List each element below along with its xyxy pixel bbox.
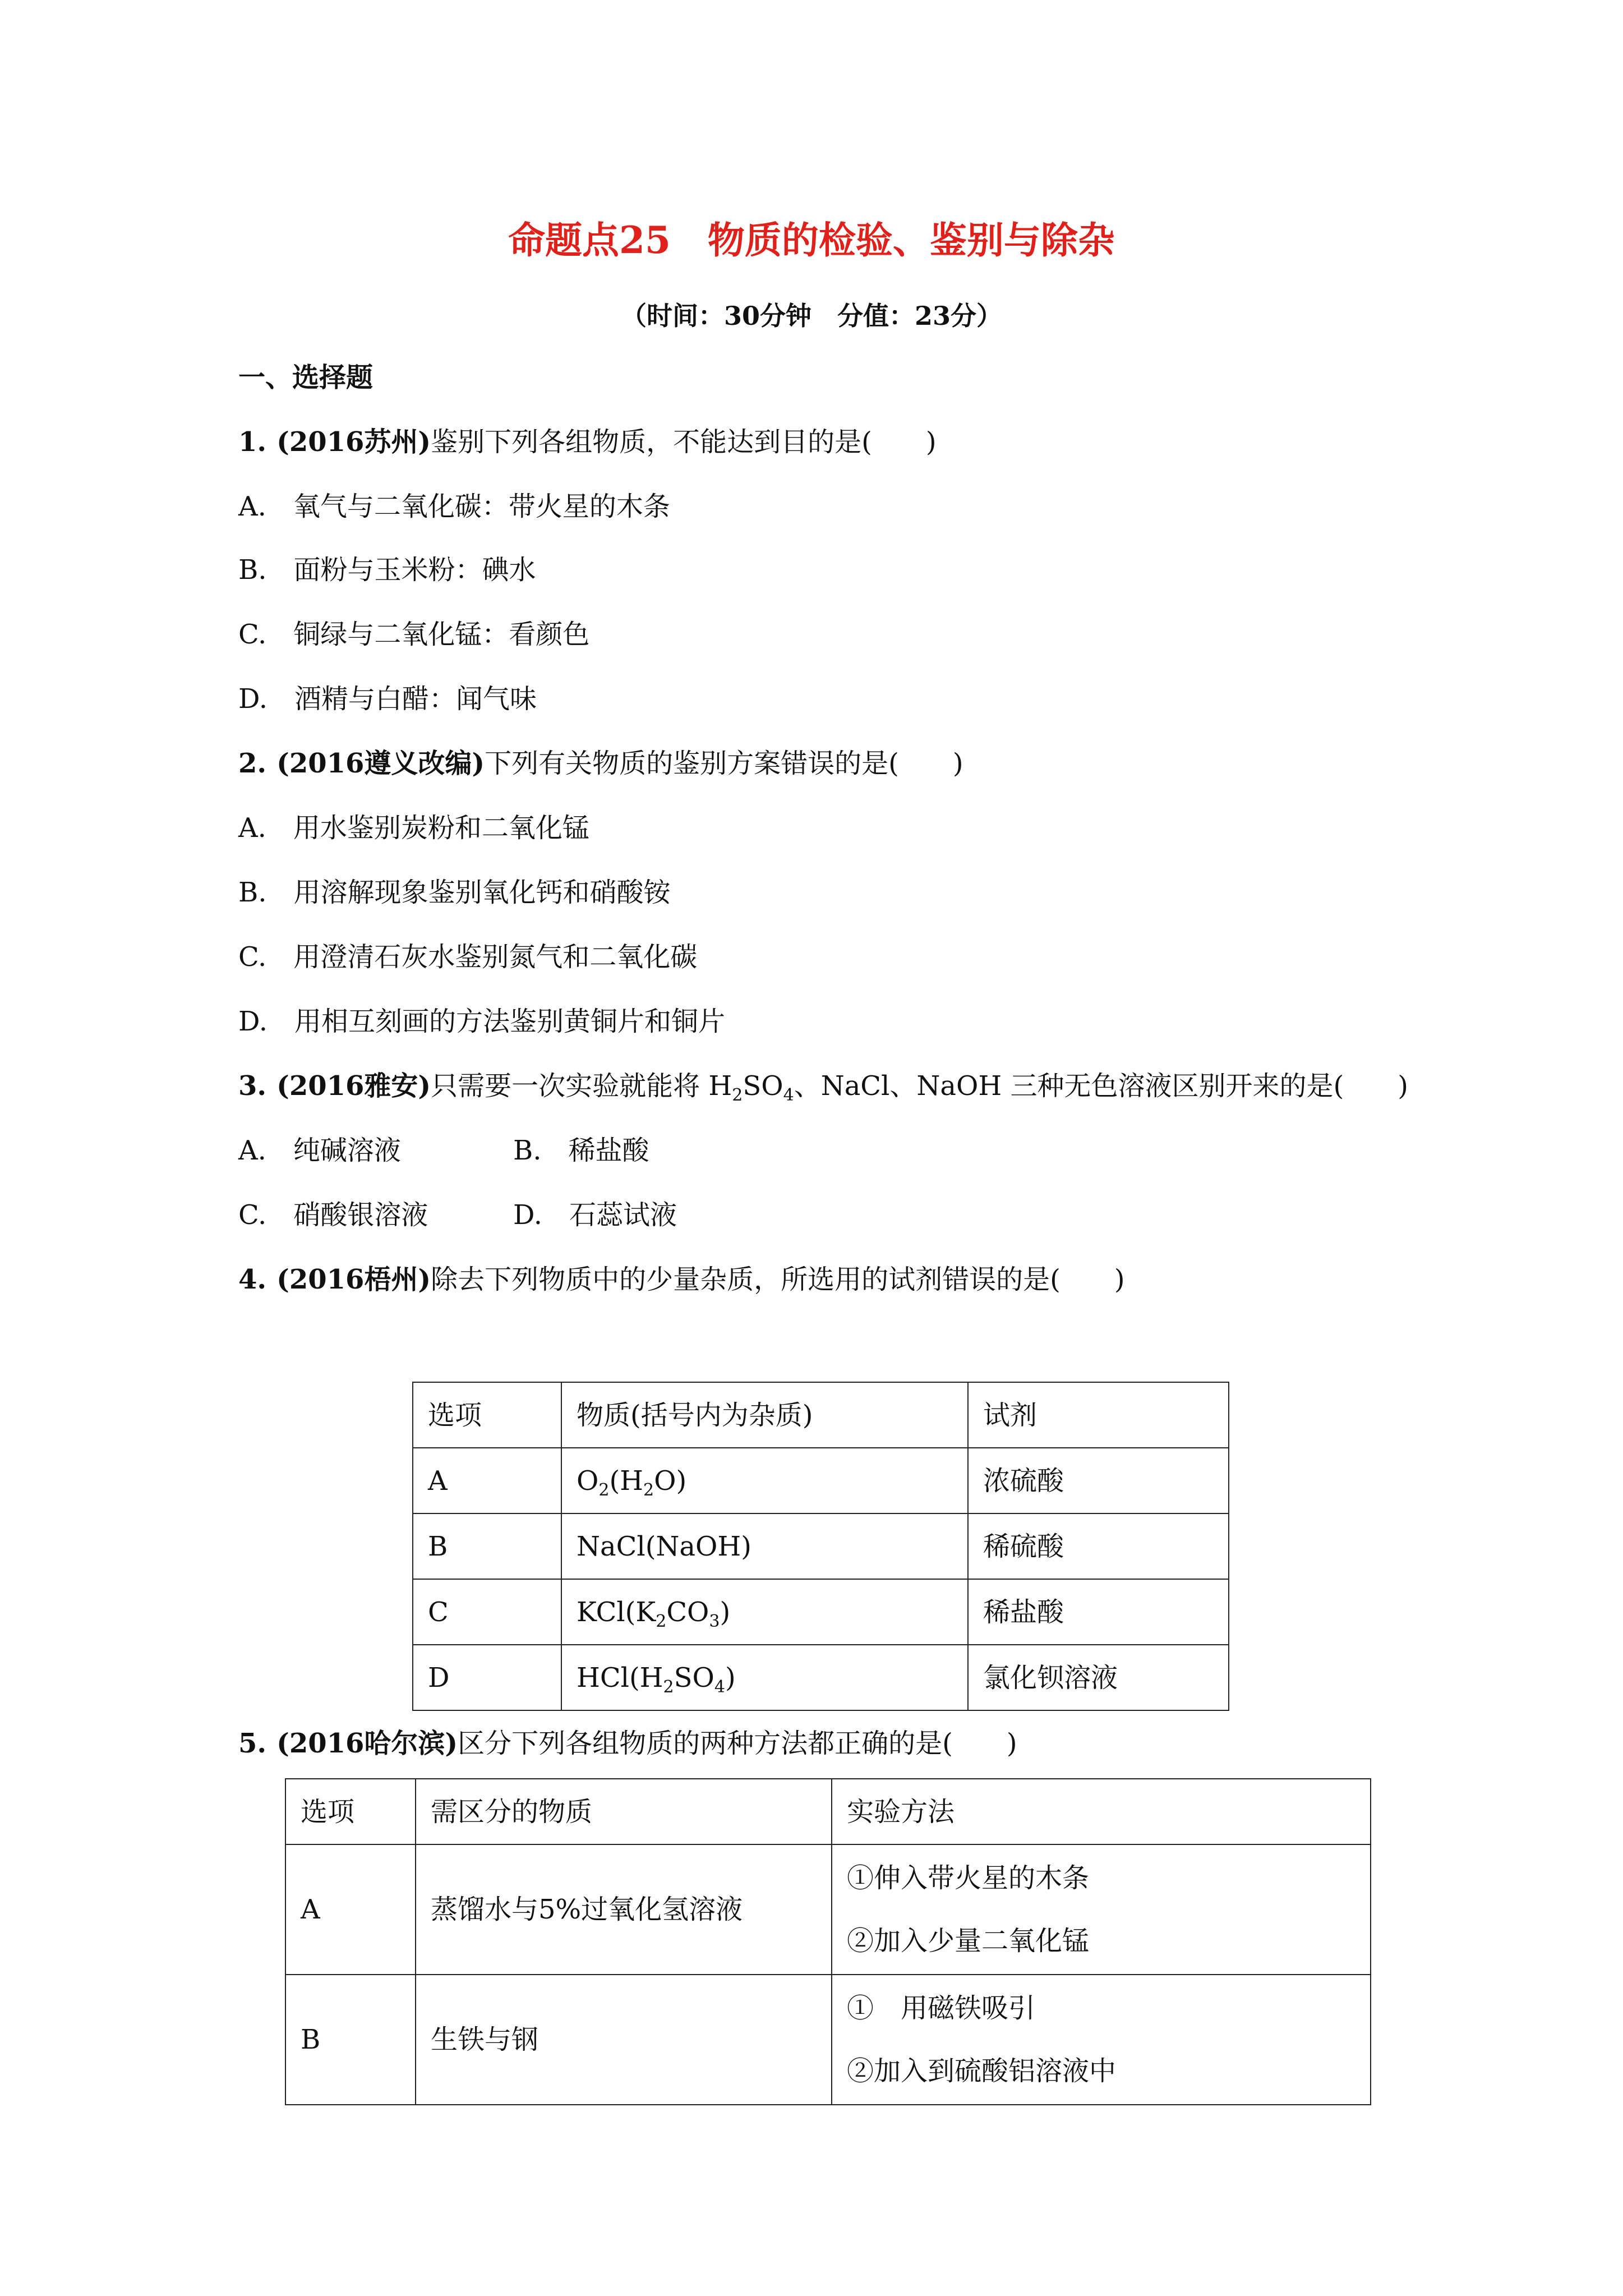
formula-part: O [577,1465,599,1497]
formula-part: ) [725,1662,736,1694]
question-3-option-b: B. 稀盐酸 [513,1135,649,1166]
question-2-option-a: A. 用水鉴别炭粉和二氧化锰 [238,812,589,844]
substance-cell: 蒸馏水与5%过氧化氢溶液 [416,1844,832,1975]
option-cell: B [285,1975,416,2105]
table-row [285,1844,1371,1975]
question-1-option-d: D. 酒精与白醋：闻气味 [238,683,537,715]
methods-cell [832,1844,1371,1975]
question-1-option-a: A. 氧气与二氧化碳：带火星的木条 [238,491,670,522]
question-4 [238,1264,1125,1295]
table-header: 需区分的物质 [416,1779,832,1844]
table-row [413,1579,1229,1645]
reagent-cell: 稀盐酸 [968,1579,1229,1645]
subscript: 4 [714,1677,725,1697]
question-2-number: 2. [238,748,267,779]
section-heading: 一、选择题 [238,362,374,393]
question-2 [238,748,963,779]
formula-part: (H [609,1465,644,1497]
subscript: 3 [709,1611,720,1631]
table-header: 选项 [413,1382,561,1448]
formula-part: O) [654,1465,687,1497]
question-3-option-a: A. 纯碱溶液 [238,1135,401,1166]
option-cell: B [413,1513,561,1579]
substance-cell [561,1579,968,1645]
subscript: 4 [783,1085,794,1105]
question-5-table [285,1778,1371,2105]
substance-cell: NaCl(NaOH) [561,1513,968,1579]
method-item: ②加入到硫酸铝溶液中 [847,2055,1117,2087]
substance-cell [561,1645,968,1710]
reagent-cell: 氯化钡溶液 [968,1645,1229,1710]
question-3 [238,1070,1408,1105]
table-header: 物质(括号内为杂质) [561,1382,968,1448]
substance-cell: 生铁与钢 [416,1975,832,2105]
subscript: 2 [656,1611,667,1631]
method-item: ①伸入带火星的木条 [847,1862,1090,1894]
question-1-stem: 鉴别下列各组物质，不能达到目的是( ) [431,426,937,458]
question-5-number: 5. [238,1728,267,1759]
option-cell: C [413,1579,561,1645]
question-4-table [412,1382,1229,1711]
formula-part: HCl(H [577,1662,663,1694]
question-5 [238,1728,1017,1759]
option-cell: A [285,1844,416,1975]
subscript: 2 [663,1677,674,1697]
question-1-option-b: B. 面粉与玉米粉：碘水 [238,554,536,586]
formula-part: ) [720,1596,731,1628]
table-row [285,1975,1371,2105]
table-header: 试剂 [968,1382,1229,1448]
methods-cell [832,1975,1371,2105]
question-2-option-b: B. 用溶解现象鉴别氧化钙和硝酸铵 [238,877,671,908]
question-3-stem-end: 、NaCl、NaOH 三种无色溶液区别开来的是( ) [794,1070,1408,1102]
question-3-option-c: C. 硝酸银溶液 [238,1199,428,1231]
question-1 [238,426,937,458]
substance-cell [561,1448,968,1513]
question-4-stem: 除去下列物质中的少量杂质，所选用的试剂错误的是( ) [431,1264,1125,1295]
subscript: 2 [732,1085,743,1105]
question-4-number: 4. [238,1264,267,1295]
formula-part: KCl(K [577,1596,656,1628]
question-1-number: 1. [238,426,267,458]
formula-part: SO [674,1662,714,1694]
question-2-source: (2016遵义改编) [276,748,485,779]
table-row [413,1513,1229,1579]
question-1-option-c: C. 铜绿与二氧化锰：看颜色 [238,619,590,650]
option-cell: A [413,1448,561,1513]
table-header-row [285,1779,1371,1844]
reagent-cell: 浓硫酸 [968,1448,1229,1513]
question-2-option-d: D. 用相互刻画的方法鉴别黄铜片和铜片 [238,1006,726,1037]
table-row [413,1645,1229,1710]
table-row [413,1448,1229,1513]
reagent-cell: 稀硫酸 [968,1513,1229,1579]
method-item: ②加入少量二氧化锰 [847,1925,1090,1957]
question-1-source: (2016苏州) [276,426,431,458]
method-item: ① 用磁铁吸引 [847,1993,1036,2024]
formula-part: CO [666,1596,709,1628]
subscript: 2 [643,1480,654,1500]
page-subtitle: （时间：30分钟 分值：23分） [620,301,1003,331]
question-2-option-c: C. 用澄清石灰水鉴别氮气和二氧化碳 [238,941,698,973]
question-3-option-d: D. 石蕊试液 [513,1199,677,1231]
question-3-stem-mid: SO [743,1070,783,1102]
question-3-number: 3. [238,1070,267,1102]
page-title: 命题点25 物质的检验、鉴别与除杂 [508,218,1115,262]
question-5-source: (2016哈尔滨) [276,1728,458,1759]
question-3-source: (2016雅安) [276,1070,431,1102]
table-header: 选项 [285,1779,416,1844]
question-5-stem: 区分下列各组物质的两种方法都正确的是( ) [458,1728,1017,1759]
option-cell: D [413,1645,561,1710]
question-4-source: (2016梧州) [276,1264,431,1295]
question-3-stem-start: 只需要一次实验就能将 H [431,1070,732,1102]
question-2-stem: 下列有关物质的鉴别方案错误的是( ) [485,748,963,779]
subscript: 2 [598,1480,610,1500]
table-header: 实验方法 [832,1779,1371,1844]
table-header-row [413,1382,1229,1448]
